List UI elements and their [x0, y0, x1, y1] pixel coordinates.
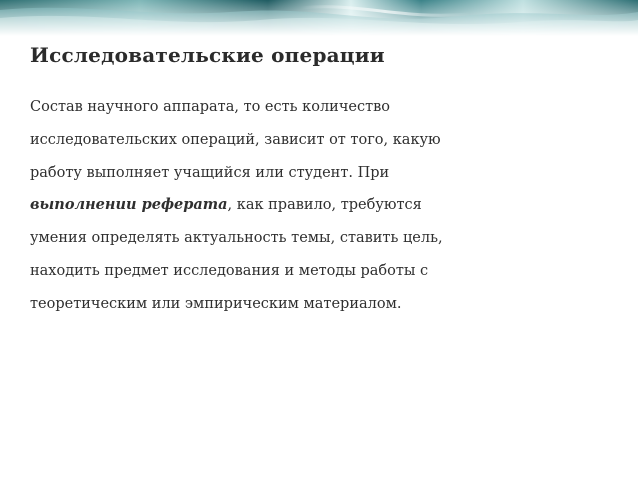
body-line-4-rest: , как правило, требуются: [227, 197, 422, 214]
body-line-7: теоретическим или эмпирическим материалом.: [30, 295, 402, 312]
emphasis-term: выполнении реферата: [30, 196, 228, 214]
body-line-3: работу выполняет учащийся или студент. При: [30, 164, 390, 181]
body-line-6: находить предмет исследования и методы работы с: [30, 262, 429, 279]
slide-body-text: [30, 91, 610, 321]
body-line-4: [30, 189, 610, 222]
top-wave-banner: [0, 0, 638, 36]
slide-title: Исследовательские операции: [30, 43, 385, 67]
body-line-2: исследовательских операций, зависит от того, какую: [30, 131, 441, 148]
body-line-1: Состав научного аппарата, то есть количество: [30, 99, 391, 115]
body-line-5: умения определять актуальность темы, ставить цель,: [30, 230, 443, 247]
